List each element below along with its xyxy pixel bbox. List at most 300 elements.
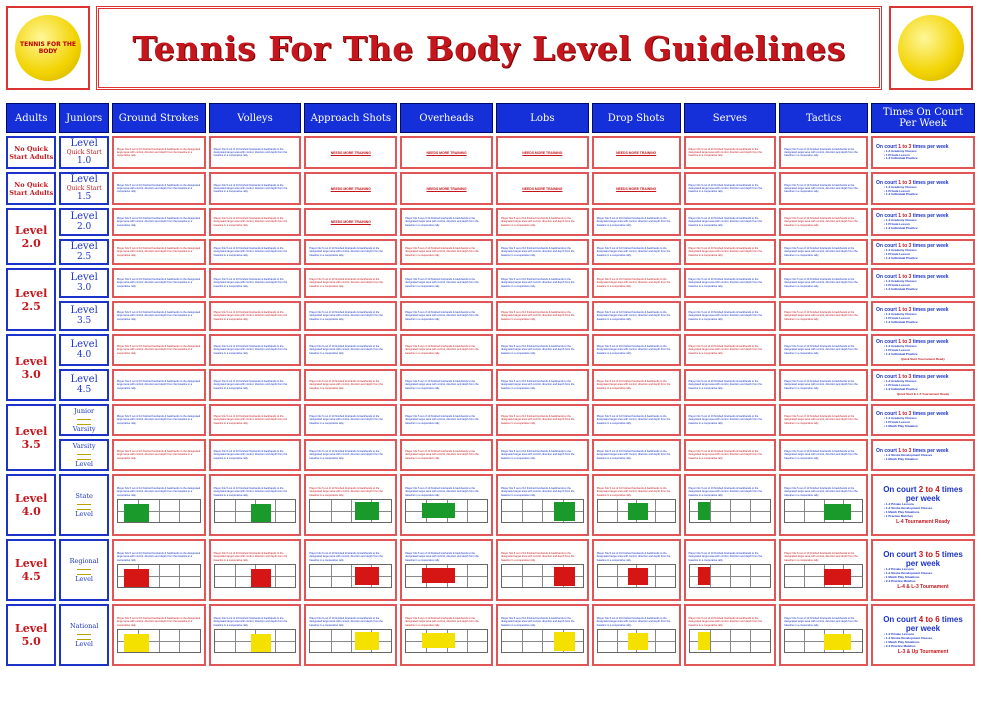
skill-description: Player hits 5 out of 10 finished forehands & backhands to the designated target area with control, direction and depth from the baseline in a cooperative rally. xyxy=(784,552,858,562)
skill-cell xyxy=(112,334,206,366)
times-range: 1 to 3 xyxy=(898,143,912,150)
skill-cell xyxy=(684,334,777,366)
table-row xyxy=(6,268,975,298)
court-diagram xyxy=(784,499,863,523)
skill-description: Player hits 5 out of 10 finished forehands & backhands to the designated target area with control, direction and depth from the baseline in a cooperative rally. xyxy=(405,217,479,227)
times-on-court-cell xyxy=(871,604,975,666)
times-item: • 2-3 Practice Matches xyxy=(884,643,916,648)
skill-cell xyxy=(304,539,397,601)
times-item: • 1-2 Individual Practice xyxy=(884,156,918,161)
junior-level-cell xyxy=(59,239,108,265)
column-header: Times On Court Per Week xyxy=(871,103,975,133)
skill-cell xyxy=(400,239,493,265)
column-header: Serves xyxy=(684,103,777,133)
skill-description: Player hits 5 out of 10 finished forehands & backhands to the designated target area with control, direction and depth from the baseline in a cooperative rally. xyxy=(116,247,201,257)
times-on-court-cell xyxy=(871,208,975,236)
junior-level-number: 1.5 xyxy=(76,192,92,202)
court-line xyxy=(522,630,523,652)
skill-description: Player hits 5 out of 10 finished forehands & backhands to the designated target area with control, direction and depth from the baseline in a cooperative rally. xyxy=(688,183,763,194)
times-item: • 1-2 Academy Classes xyxy=(884,344,917,349)
court-line xyxy=(750,565,751,587)
times-on-court-cell xyxy=(871,439,975,471)
skill-cell xyxy=(684,404,777,436)
target-zone xyxy=(698,502,710,520)
skill-description: Player hits 5 out of 10 finished forehands & backhands to the designated target area with control, direction and depth from the baseline in a cooperative rally. xyxy=(309,247,383,257)
court-line xyxy=(522,500,523,522)
times-item: • 1 Private Lesson xyxy=(884,252,910,257)
times-per-week xyxy=(876,550,970,568)
junior-divider-icon xyxy=(77,569,91,575)
skill-description: Player hits 5 out of 10 finished forehands & backhands to the designated target area with control, direction and depth from the baseline in a cooperative rally. xyxy=(116,217,201,227)
court-line xyxy=(617,500,618,522)
court-diagram xyxy=(597,499,676,523)
court-diagram xyxy=(405,564,488,588)
skill-description: Player hits 5 out of 10 finished forehands & backhands to the designated target area with control, direction and depth from the baseline in a cooperative rally. xyxy=(500,450,575,460)
junior-label: Level xyxy=(75,639,93,648)
skill-description: Player hits 5 out of 10 finished forehands & backhands to the designated target area with control, direction and depth from the baseline in a cooperative rally. xyxy=(309,552,383,562)
junior-level-cell xyxy=(59,268,108,298)
times-item: • 1 Match Play Situation xyxy=(884,423,918,428)
tournament-note: L-4 Tournament Ready xyxy=(896,518,950,525)
junior-level-cell xyxy=(59,172,108,205)
junior-divider-icon xyxy=(77,634,91,640)
times-tail: times per week xyxy=(905,550,963,569)
skill-cell xyxy=(592,334,681,366)
court-line xyxy=(235,565,236,587)
times-item: • 1-2 Academy Classes xyxy=(884,184,917,189)
skill-cell xyxy=(779,439,868,471)
court-diagram xyxy=(597,629,676,653)
skill-description: Player hits 5 out of 10 finished forehands & backhands to the designated target area with control, direction and depth from the baseline in a cooperative rally. xyxy=(784,278,858,288)
court-line xyxy=(655,500,656,522)
times-item: • 1-2 Academy Classes xyxy=(884,218,917,223)
times-item: • 1-2 Academy Classes xyxy=(884,248,917,253)
times-on-court-label: On court xyxy=(876,307,897,314)
skill-cell xyxy=(496,268,589,298)
skill-description: Player hits 5 out of 10 finished forehands & backhands to the designated target area with control, direction and depth from the baseline in a cooperative rally. xyxy=(688,247,763,257)
times-per-week xyxy=(876,485,970,503)
skill-description: Player hits 5 out of 10 finished forehands & backhands to the designated target area with control, direction and depth from the baseline in a cooperative rally. xyxy=(500,247,575,257)
court-line xyxy=(331,565,332,587)
skill-cell xyxy=(209,239,302,265)
skill-cell xyxy=(209,604,302,666)
junior-level-number: 2.0 xyxy=(76,222,92,232)
title-banner xyxy=(96,6,882,90)
skill-description: Player hits 5 out of 10 finished forehands & backhands to the designated target area with control, direction and depth from the baseline in a cooperative rally. xyxy=(500,278,575,288)
table-row xyxy=(6,539,975,601)
skill-cell xyxy=(304,439,397,471)
column-header: Volleys xyxy=(209,103,302,133)
skill-cell xyxy=(400,369,493,401)
target-zone xyxy=(422,503,454,518)
tournament-note: L-4 & L-3 Tournament xyxy=(897,583,949,590)
skill-cell xyxy=(400,539,493,601)
column-header: Overheads xyxy=(400,103,493,133)
adult-level-cell: Level 5.0 xyxy=(6,604,56,666)
skill-cell xyxy=(684,208,777,236)
court-diagram xyxy=(309,499,392,523)
junior-level-label: Level xyxy=(70,339,98,350)
skill-description: Player hits 5 out of 10 finished forehands & backhands to the designated target area with control, direction and depth from the baseline in a cooperative rally. xyxy=(784,380,858,390)
skill-description: Player hits 5 out of 10 finished forehands & backhands to the designated target area with control, direction and depth from the baseline in a cooperative rally. xyxy=(309,487,383,497)
skill-cell xyxy=(592,239,681,265)
times-on-court-label: On court xyxy=(876,448,897,455)
skill-cell xyxy=(400,404,493,436)
skill-description: Player hits 5 out of 10 finished forehands & backhands to the designated target area with control, direction and depth from the baseline in a cooperative rally. xyxy=(116,487,201,497)
target-zone xyxy=(824,569,851,584)
skill-cell xyxy=(592,474,681,536)
skill-cell xyxy=(112,268,206,298)
target-zone xyxy=(251,504,271,522)
skill-cell xyxy=(779,604,868,666)
table-row xyxy=(6,334,975,366)
court-diagram xyxy=(117,499,201,523)
target-zone xyxy=(124,634,149,652)
column-header: Ground Strokes xyxy=(112,103,206,133)
skill-cell xyxy=(496,539,589,601)
court-diagram xyxy=(501,629,584,653)
times-item: • 1 Match Play Situations xyxy=(884,640,920,644)
junior-label: Varsity xyxy=(72,424,96,433)
skill-cell xyxy=(592,439,681,471)
court-line xyxy=(804,630,805,652)
court-line xyxy=(179,630,180,652)
skill-cell xyxy=(400,439,493,471)
times-item: • 2-3 Practice Matches xyxy=(884,578,916,583)
skill-cell xyxy=(496,301,589,331)
skill-description: Player hits 5 out of 10 finished forehands & backhands to the designated target area with control, direction and depth from the baseline in a cooperative rally. xyxy=(116,311,201,321)
times-tail: times per week xyxy=(912,179,949,186)
logo-disc xyxy=(898,15,964,81)
junior-level-number: 1.0 xyxy=(76,156,92,166)
target-zone xyxy=(628,633,647,650)
skill-cell xyxy=(496,404,589,436)
skill-description: Player hits 5 out of 10 finished forehands & backhands to the designated target area with control, direction and depth from the baseline in a cooperative rally. xyxy=(213,617,288,627)
skill-description: Player hits 5 out of 10 finished forehands & backhands to the designated target area with control, direction and depth from the baseline in a cooperative rally. xyxy=(688,345,763,355)
needs-more-training-label: NEEDS MORE TRAINING xyxy=(330,150,371,155)
times-tail: times per week xyxy=(912,143,949,150)
skill-cell xyxy=(592,369,681,401)
skill-cell xyxy=(779,404,868,436)
needs-more-training-label: NEEDS MORE TRAINING xyxy=(522,186,563,191)
times-range: 1 to 3 xyxy=(898,179,912,186)
court-diagram xyxy=(214,629,297,653)
times-on-court-label: On court xyxy=(876,179,897,186)
skill-cell xyxy=(400,301,493,331)
page-title: Tennis For The Body Level Guidelines xyxy=(132,28,846,68)
needs-more-training-label: NEEDS MORE TRAINING xyxy=(330,186,371,191)
needs-more-training-label: NEEDS MORE TRAINING xyxy=(616,186,657,191)
junior-level-cell xyxy=(59,208,108,236)
skill-cell xyxy=(112,301,206,331)
court-line xyxy=(179,565,180,587)
target-zone xyxy=(698,567,710,585)
times-item: • 1 Private Lesson xyxy=(884,348,910,353)
logo-disc xyxy=(15,15,81,81)
skill-cell xyxy=(112,604,206,666)
junior-level-label: Level xyxy=(70,138,98,149)
court-line xyxy=(331,500,332,522)
skill-description: Player hits 5 out of 10 finished forehands & backhands to the designated target area with control, direction and depth from the baseline in a cooperative rally. xyxy=(405,415,479,425)
tournament-note: Quick Start & L-5 Tournament Ready xyxy=(896,391,950,396)
court-line xyxy=(617,565,618,587)
skill-description: Player hits 5 out of 10 finished forehands & backhands to the designated target area with control, direction and depth from the baseline in a cooperative rally. xyxy=(688,147,763,158)
times-range: 4 to 6 xyxy=(918,615,940,625)
skill-description: Player hits 5 out of 10 finished forehands & backhands to the designated target area with control, direction and depth from the baseline in a cooperative rally. xyxy=(500,552,575,562)
skill-cell xyxy=(304,268,397,298)
times-on-court-cell xyxy=(871,239,975,265)
times-item: • 1-2 Individual Practice xyxy=(884,255,918,260)
court-diagram xyxy=(214,564,297,588)
times-on-court-cell xyxy=(871,369,975,401)
times-range: 1 to 3 xyxy=(898,374,912,381)
table-row xyxy=(6,172,975,205)
times-on-court-cell xyxy=(871,539,975,601)
junior-level-label: Level xyxy=(70,374,98,385)
skill-description: Player hits 5 out of 10 finished forehands & backhands to the designated target area with control, direction and depth from the baseline in a cooperative rally. xyxy=(213,450,288,460)
skill-description: Player hits 5 out of 10 finished forehands & backhands to the designated target area with control, direction and depth from the baseline in a cooperative rally. xyxy=(116,617,201,627)
skill-cell xyxy=(304,172,397,205)
skill-description: Player hits 5 out of 10 finished forehands & backhands to the designated target area with control, direction and depth from the baseline in a cooperative rally. xyxy=(688,450,763,460)
skill-cell xyxy=(684,136,777,169)
skill-description: Player hits 5 out of 10 finished forehands & backhands to the designated target area with control, direction and depth from the baseline in a cooperative rally. xyxy=(784,147,858,158)
skill-description: Player hits 5 out of 10 finished forehands & backhands to the designated target area with control, direction and depth from the baseline in a cooperative rally. xyxy=(213,147,288,158)
skill-description: Player hits 5 out of 10 finished forehands & backhands to the designated target area with control, direction and depth from the baseline in a cooperative rally. xyxy=(688,217,763,227)
skill-cell xyxy=(400,208,493,236)
skill-cell xyxy=(400,604,493,666)
times-item: • 1 Match Play Situations xyxy=(884,510,920,514)
junior-level-number: 4.5 xyxy=(76,385,92,395)
court-line xyxy=(710,630,711,652)
junior-level-cell xyxy=(59,439,108,471)
court-diagram xyxy=(117,564,201,588)
skill-cell xyxy=(779,239,868,265)
times-on-court-label: On court xyxy=(876,339,897,346)
times-range: 3 to 5 xyxy=(918,550,940,560)
guidelines-table xyxy=(3,100,978,669)
junior-label: Junior xyxy=(74,406,95,415)
skill-cell xyxy=(684,369,777,401)
skill-description: Player hits 5 out of 10 finished forehands & backhands to the designated target area with control, direction and depth from the baseline in a cooperative rally. xyxy=(500,311,575,321)
skill-cell xyxy=(400,172,493,205)
times-tail: times per week xyxy=(912,448,949,455)
skill-description: Player hits 5 out of 10 finished forehands & backhands to the designated target area with control, direction and depth from the baseline in a cooperative rally. xyxy=(784,183,858,194)
skill-cell xyxy=(684,301,777,331)
court-diagram xyxy=(784,564,863,588)
skill-description: Player hits 5 out of 10 finished forehands & backhands to the designated target area with control, direction and depth from the baseline in a cooperative rally. xyxy=(116,552,201,562)
skill-description: Player hits 5 out of 10 finished forehands & backhands to the designated target area with control, direction and depth from the baseline in a cooperative rally. xyxy=(596,450,671,460)
skill-cell xyxy=(592,539,681,601)
skill-cell xyxy=(209,208,302,236)
junior-label: Varsity xyxy=(72,441,96,450)
skill-cell xyxy=(112,439,206,471)
skill-description: Player hits 5 out of 10 finished forehands & backhands to the designated target area with control, direction and depth from the baseline in a cooperative rally. xyxy=(596,617,671,627)
junior-level-label: Level xyxy=(70,272,98,283)
skill-cell xyxy=(779,369,868,401)
junior-divider-icon xyxy=(77,504,91,510)
skill-description: Player hits 5 out of 10 finished forehands & backhands to the designated target area with control, direction and depth from the baseline in a cooperative rally. xyxy=(596,415,671,425)
skill-description: Player hits 5 out of 10 finished forehands & backhands to the designated target area with control, direction and depth from the baseline in a cooperative rally. xyxy=(500,380,575,390)
target-zone xyxy=(628,568,647,585)
skill-description: Player hits 5 out of 10 finished forehands & backhands to the designated target area with control, direction and depth from the baseline in a cooperative rally. xyxy=(405,487,479,497)
skill-description: Player hits 5 out of 10 finished forehands & backhands to the designated target area with control, direction and depth from the baseline in a cooperative rally. xyxy=(688,617,763,627)
adult-level-cell: Level 4.5 xyxy=(6,539,56,601)
court-line xyxy=(275,630,276,652)
needs-more-training-label: NEEDS MORE TRAINING xyxy=(616,150,657,155)
table-row xyxy=(6,604,975,666)
court-line xyxy=(467,565,468,587)
junior-level-cell xyxy=(59,604,108,666)
court-diagram xyxy=(689,499,772,523)
junior-level-cell xyxy=(59,301,108,331)
skill-description: Player hits 5 out of 10 finished forehands & backhands to the designated target area with control, direction and depth from the baseline in a cooperative rally. xyxy=(784,311,858,321)
court-line xyxy=(617,630,618,652)
target-zone xyxy=(698,632,710,650)
target-zone xyxy=(251,634,271,652)
skill-description: Player hits 5 out of 10 finished forehands & backhands to the designated target area with control, direction and depth from the baseline in a cooperative rally. xyxy=(213,345,288,355)
times-tail: times per week xyxy=(905,485,963,504)
times-range: 1 to 3 xyxy=(898,448,912,455)
court-line xyxy=(179,500,180,522)
skill-description: Player hits 5 out of 10 finished forehands & backhands to the designated target area with control, direction and depth from the baseline in a cooperative rally. xyxy=(405,311,479,321)
times-tail: times per week xyxy=(912,411,949,418)
skill-cell xyxy=(304,334,397,366)
court-line xyxy=(750,500,751,522)
junior-level-cell xyxy=(59,136,108,169)
logo-left xyxy=(6,6,90,90)
times-item: • 1-2 Private Lessons xyxy=(884,567,915,572)
times-item: • 1 Private Lesson xyxy=(884,188,910,193)
skill-cell xyxy=(496,136,589,169)
skill-description: Player hits 5 out of 10 finished forehands & backhands to the designated target area with control, direction and depth from the baseline in a cooperative rally. xyxy=(213,183,288,194)
court-line xyxy=(522,565,523,587)
skill-cell xyxy=(304,369,397,401)
junior-divider-icon xyxy=(77,454,91,460)
skill-cell xyxy=(496,334,589,366)
court-diagram xyxy=(309,629,392,653)
skill-description: Player hits 5 out of 10 finished forehands & backhands to the designated target area with control, direction and depth from the baseline in a cooperative rally. xyxy=(213,552,288,562)
target-zone xyxy=(355,632,379,650)
times-on-court-label: On court xyxy=(876,274,897,281)
skill-cell xyxy=(209,439,302,471)
times-tail: times per week xyxy=(912,374,949,381)
skill-cell xyxy=(684,172,777,205)
times-on-court-label: On court xyxy=(876,374,897,381)
target-zone xyxy=(824,634,851,649)
skill-cell xyxy=(112,474,206,536)
skill-cell xyxy=(304,208,397,236)
needs-more-training-label: NEEDS MORE TRAINING xyxy=(330,220,371,224)
skill-cell xyxy=(496,474,589,536)
skill-description: Player hits 5 out of 10 finished forehands & backhands to the designated target area with control, direction and depth from the baseline in a cooperative rally. xyxy=(309,311,383,321)
junior-level-number: 2.5 xyxy=(76,252,92,262)
skill-description: Player hits 5 out of 10 finished forehands & backhands to the designated target area with control, direction and depth from the baseline in a cooperative rally. xyxy=(116,380,201,390)
times-item: • 1-2 Individual Practice xyxy=(884,319,918,324)
skill-cell xyxy=(304,604,397,666)
times-on-court-label: On court xyxy=(883,615,917,625)
skill-cell xyxy=(400,474,493,536)
times-on-court-cell xyxy=(871,334,975,366)
times-item: • 1-2 Stroke Development Classes xyxy=(884,571,933,576)
junior-label: Level xyxy=(75,509,93,518)
skill-cell xyxy=(684,539,777,601)
times-item: • 1 Private Lesson xyxy=(884,222,910,227)
skill-cell xyxy=(112,539,206,601)
skill-cell xyxy=(496,439,589,471)
times-on-court-cell xyxy=(871,301,975,331)
skill-description: Player hits 5 out of 10 finished forehands & backhands to the designated target area with control, direction and depth from the baseline in a cooperative rally. xyxy=(596,552,671,562)
court-diagram xyxy=(784,629,863,653)
skill-description: Player hits 5 out of 10 finished forehands & backhands to the designated target area with control, direction and depth from the baseline in a cooperative rally. xyxy=(596,345,671,355)
header-row xyxy=(6,103,975,133)
skill-cell xyxy=(304,301,397,331)
junior-level-label: Level xyxy=(70,211,98,222)
skill-description: Player hits 5 out of 10 finished forehands & backhands to the designated target area with control, direction and depth from the baseline in a cooperative rally. xyxy=(784,487,858,497)
target-zone xyxy=(422,568,454,583)
column-header: Drop Shots xyxy=(592,103,681,133)
table-row xyxy=(6,439,975,471)
skill-description: Player hits 5 out of 10 finished forehands & backhands to the designated target area with control, direction and depth from the baseline in a cooperative rally. xyxy=(500,345,575,355)
skill-cell xyxy=(112,369,206,401)
skill-description: Player hits 5 out of 10 finished forehands & backhands to the designated target area with control, direction and depth from the baseline in a cooperative rally. xyxy=(405,247,479,257)
skill-cell xyxy=(209,539,302,601)
court-diagram xyxy=(597,564,676,588)
skill-cell xyxy=(209,474,302,536)
skill-cell xyxy=(400,268,493,298)
junior-label: Regional xyxy=(69,556,99,565)
column-header: Adults xyxy=(6,103,56,133)
table-row xyxy=(6,208,975,236)
skill-cell xyxy=(779,208,868,236)
court-diagram xyxy=(501,499,584,523)
skill-description: Player hits 5 out of 10 finished forehands & backhands to the designated target area with control, direction and depth from the baseline in a cooperative rally. xyxy=(596,487,671,497)
times-item: • 1-2 Individual Practice xyxy=(884,225,918,230)
skill-description: Player hits 5 out of 10 finished forehands & backhands to the designated target area with control, direction and depth from the baseline in a cooperative rally. xyxy=(116,183,201,194)
target-zone xyxy=(824,504,851,519)
skill-description: Player hits 5 out of 10 finished forehands & backhands to the designated target area with control, direction and depth from the baseline in a cooperative rally. xyxy=(596,217,671,227)
adult-level-cell: Level 2.0 xyxy=(6,208,56,265)
skill-description: Player hits 5 out of 10 finished forehands & backhands to the designated target area with control, direction and depth from the baseline in a cooperative rally. xyxy=(213,380,288,390)
skill-description: Player hits 5 out of 10 finished forehands & backhands to the designated target area with control, direction and depth from the baseline in a cooperative rally. xyxy=(116,450,201,460)
junior-level-cell xyxy=(59,369,108,401)
skill-description: Player hits 5 out of 10 finished forehands & backhands to the designated target area with control, direction and depth from the baseline in a cooperative rally. xyxy=(213,311,288,321)
times-tail: times per week xyxy=(912,274,949,281)
skill-cell xyxy=(209,369,302,401)
junior-label: Level xyxy=(75,574,93,583)
skill-description: Player hits 5 out of 10 finished forehands & backhands to the designated target area with control, direction and depth from the baseline in a cooperative rally. xyxy=(405,552,479,562)
skill-description: Player hits 5 out of 10 finished forehands & backhands to the designated target area with control, direction and depth from the baseline in a cooperative rally. xyxy=(405,278,479,288)
times-item: • 1 Practice Matches xyxy=(884,513,913,518)
times-on-court-label: On court xyxy=(883,550,917,560)
column-header: Approach Shots xyxy=(304,103,397,133)
skill-cell xyxy=(112,404,206,436)
times-range: 1 to 3 xyxy=(898,274,912,281)
skill-description: Player hits 5 out of 10 finished forehands & backhands to the designated target area with control, direction and depth from the baseline in a cooperative rally. xyxy=(596,311,671,321)
skill-cell xyxy=(209,268,302,298)
skill-cell xyxy=(496,208,589,236)
table-row xyxy=(6,136,975,169)
times-item: • 1-2 Academy Classes xyxy=(884,379,917,384)
times-on-court-cell xyxy=(871,404,975,436)
target-zone xyxy=(554,502,574,521)
times-range: 1 to 3 xyxy=(898,243,912,250)
skill-cell xyxy=(592,172,681,205)
times-range: 1 to 3 xyxy=(898,411,912,418)
court-line xyxy=(655,565,656,587)
skill-description: Player hits 5 out of 10 finished forehands & backhands to the designated target area with control, direction and depth from the baseline in a cooperative rally. xyxy=(500,415,575,425)
times-item: • 1 Private Lesson xyxy=(884,420,910,425)
skill-description: Player hits 5 out of 10 finished forehands & backhands to the designated target area with control, direction and depth from the baseline in a cooperative rally. xyxy=(309,450,383,460)
